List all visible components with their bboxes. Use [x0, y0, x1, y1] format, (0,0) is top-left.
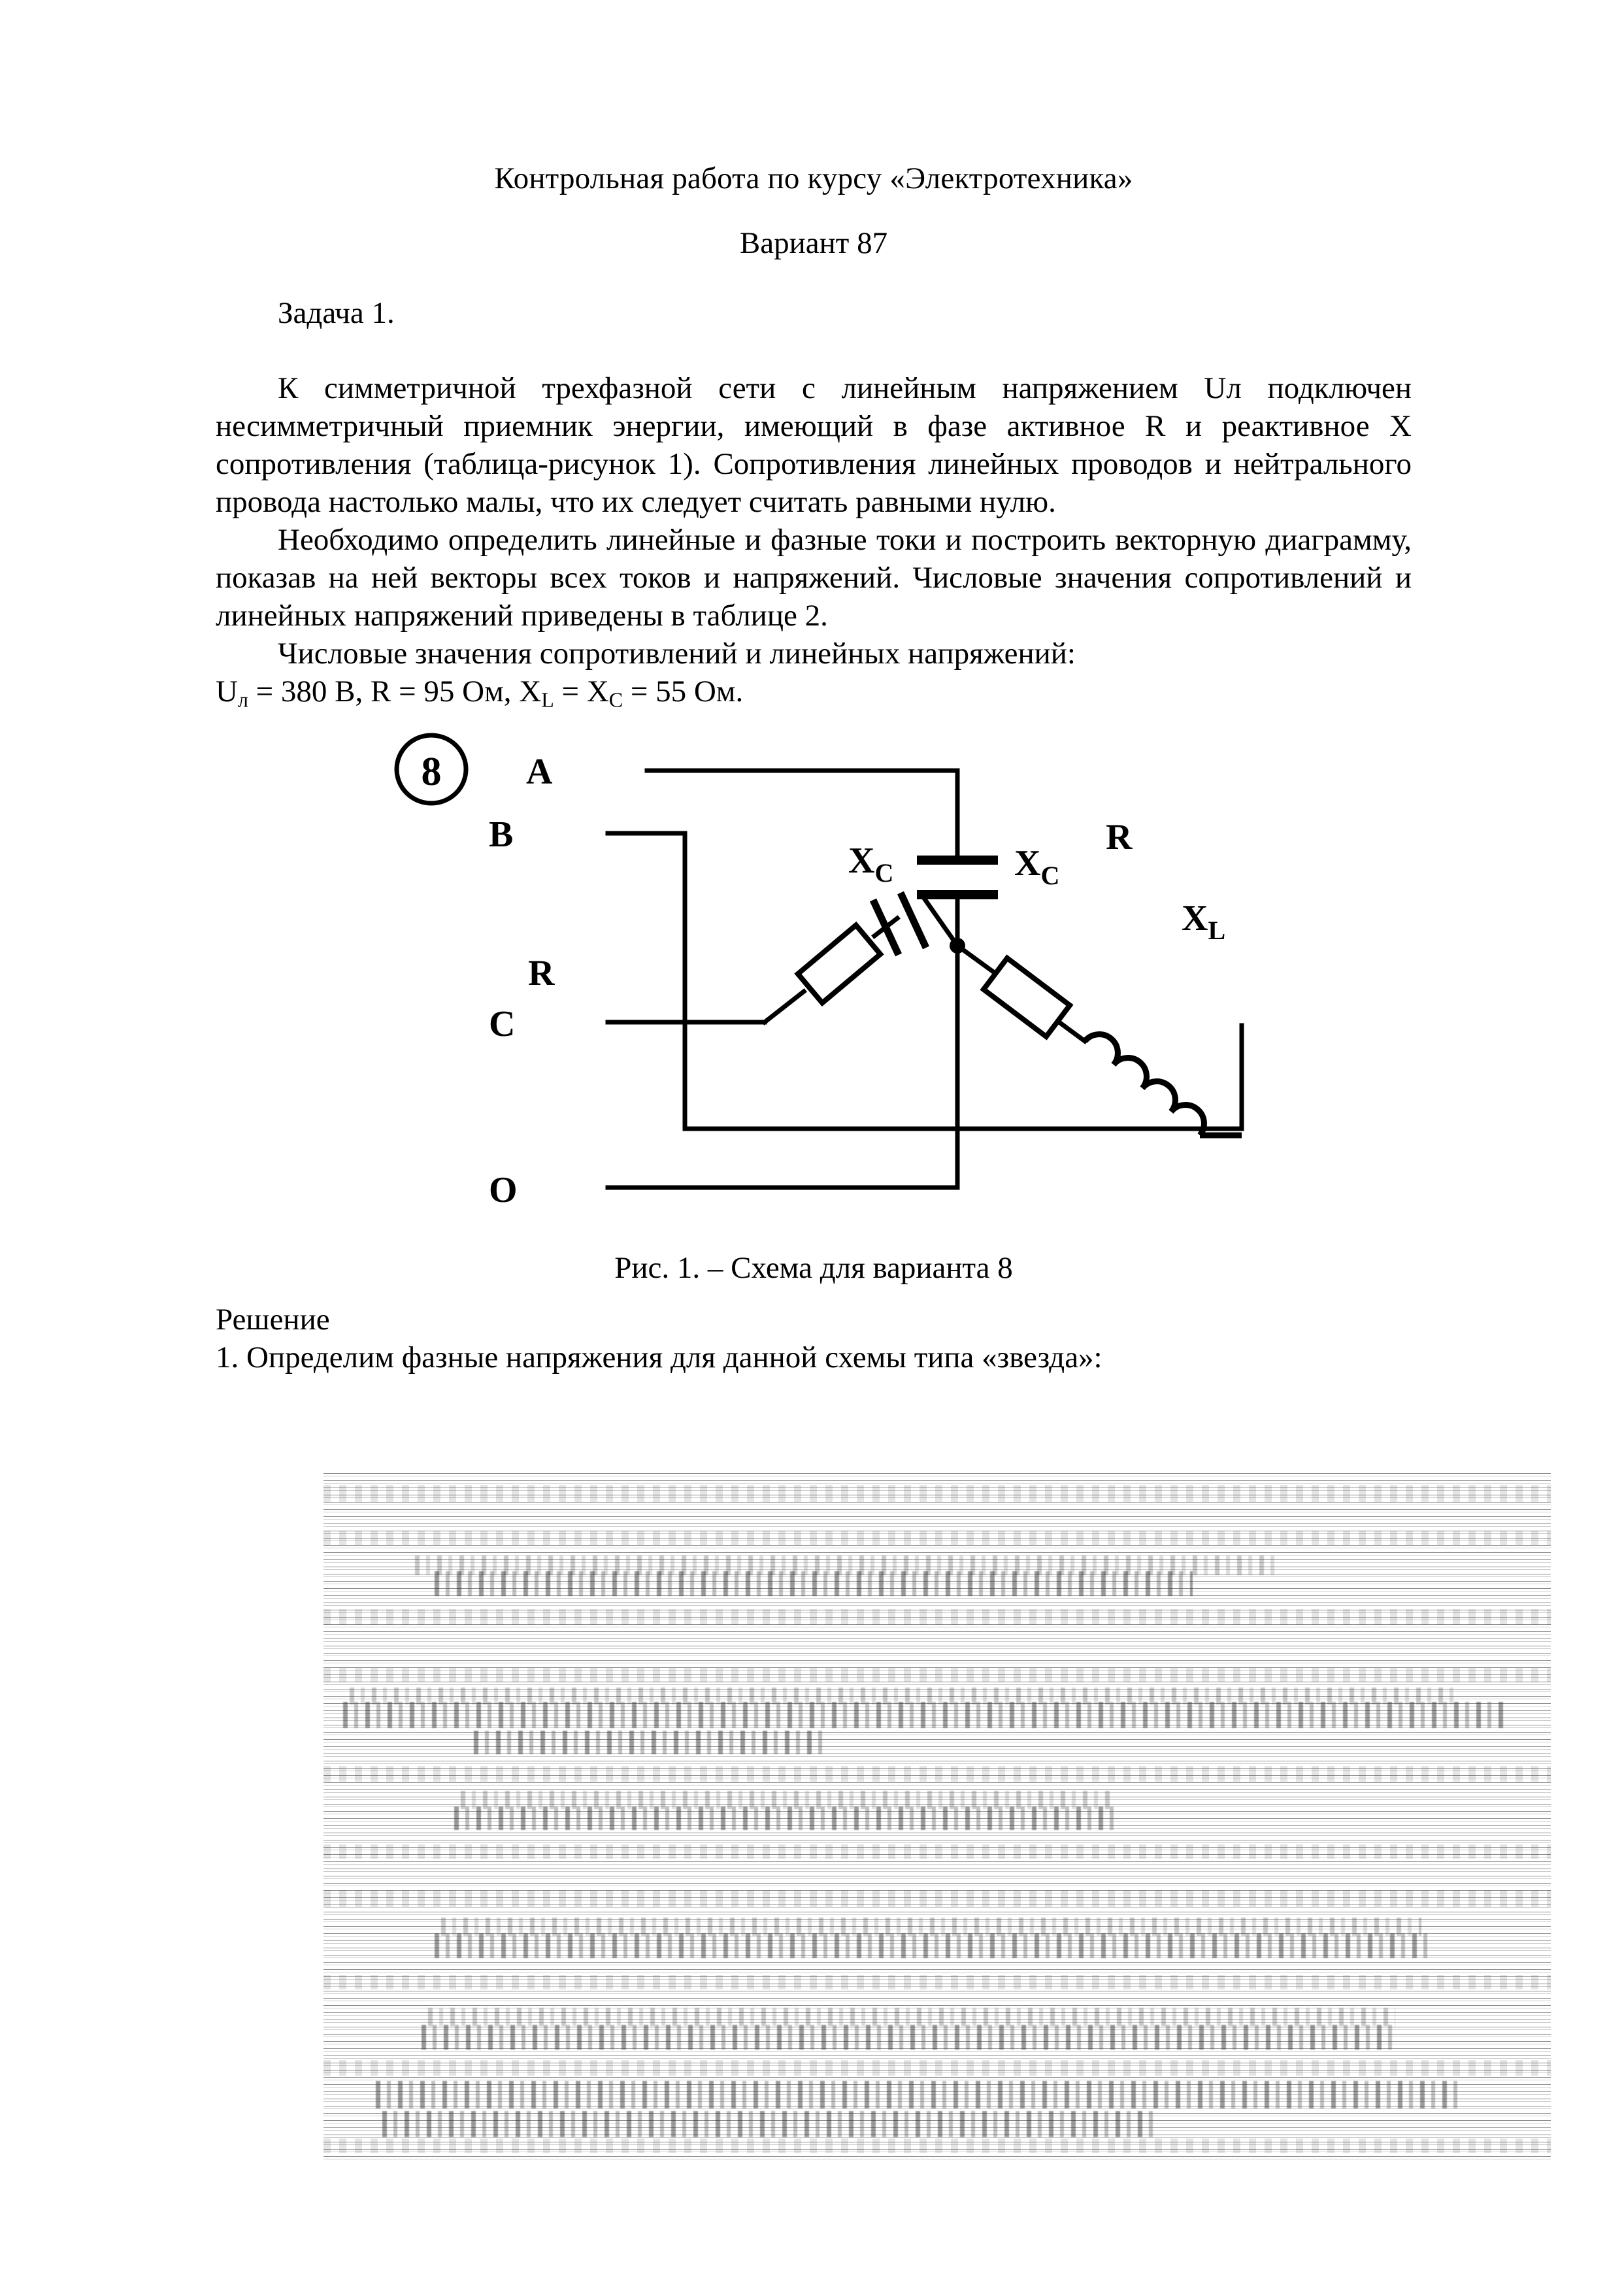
line-voltage-value: = 380 В,	[256, 674, 363, 708]
terminal-label-a: A	[526, 752, 553, 792]
wire-c-diagonal-1	[765, 991, 804, 1022]
document-content	[216, 0, 1412, 1376]
capacitor-phase-c-icon	[873, 893, 926, 955]
task-label: Задача 1.	[278, 296, 395, 330]
xl-subscript: L	[541, 688, 554, 712]
resistor-phase-c-icon	[798, 925, 880, 1003]
inductor-phase-b-icon	[1085, 1035, 1242, 1135]
terminal-label-o: O	[489, 1170, 518, 1210]
wire-xc-to-node	[923, 897, 957, 946]
circuit-figure	[216, 730, 1412, 1246]
solution-heading: Решение	[216, 1303, 330, 1337]
page-title: Контрольная работа по курсу «Электротехника»	[494, 161, 1133, 195]
values-intro-paragraph: Числовые значения сопротивлений и линейных напряжений:	[278, 637, 1076, 671]
resistor-phase-b-icon	[984, 958, 1070, 1037]
figure-caption: Рис. 1. – Схема для варианта 8	[614, 1251, 1013, 1285]
given-values-line	[216, 673, 1412, 710]
xc-symbol: X	[586, 674, 609, 708]
line-voltage-subscript: л	[237, 688, 248, 712]
label-r-phase-b: R	[1106, 817, 1133, 857]
reactance-value: = 55 Ом.	[630, 674, 744, 708]
line-voltage-symbol: U	[216, 674, 238, 708]
label-xc-phase-c: $X_C$	[848, 840, 894, 888]
label-xc-phase-a: $X_C$	[1014, 843, 1060, 890]
equals-sign: =	[561, 674, 580, 708]
requirements-paragraph: Необходимо определить линейные и фазные токи и построить векторную диаграмму, показав на ней векторы всех токов и напряжений. Числовые значения сопротивлений и линейных напряжений приведены в таблице 2.	[216, 523, 1412, 633]
capacitor-phase-a-icon	[917, 860, 998, 895]
label-r-phase-c: R	[528, 953, 555, 993]
variant-badge-text: 8	[421, 750, 442, 794]
terminal-label-c: C	[489, 1004, 516, 1044]
variant-subtitle: Вариант 87	[739, 226, 888, 260]
circuit-diagram-svg	[216, 730, 1412, 1246]
solution-step-1: 1. Определим фазные напряжения для данной схемы типа «звезда»:	[216, 1340, 1102, 1374]
wire-r-to-coil	[1060, 1023, 1085, 1041]
xc-subscript: C	[608, 688, 623, 712]
label-xl-phase-b: $X_L$	[1182, 898, 1226, 945]
variant-badge-circle	[397, 735, 466, 803]
terminal-label-b: B	[489, 814, 514, 855]
resistance-value: R = 95 Ом,	[371, 674, 512, 708]
xl-symbol: X	[519, 674, 542, 708]
star-node-dot	[950, 938, 965, 954]
redacted-content-block	[323, 1472, 1551, 2160]
problem-statement-paragraph: К симметричной трехфазной сети с линейным напряжением Uл подключен несимметричный приемник энергии, имеющий в фазе активное R и реактивное X сопротивления (таблица-рисунок 1). Сопротивления линейных проводов и нейтрального провода настолько малы, что их следует считать равными нулю.	[216, 371, 1412, 519]
